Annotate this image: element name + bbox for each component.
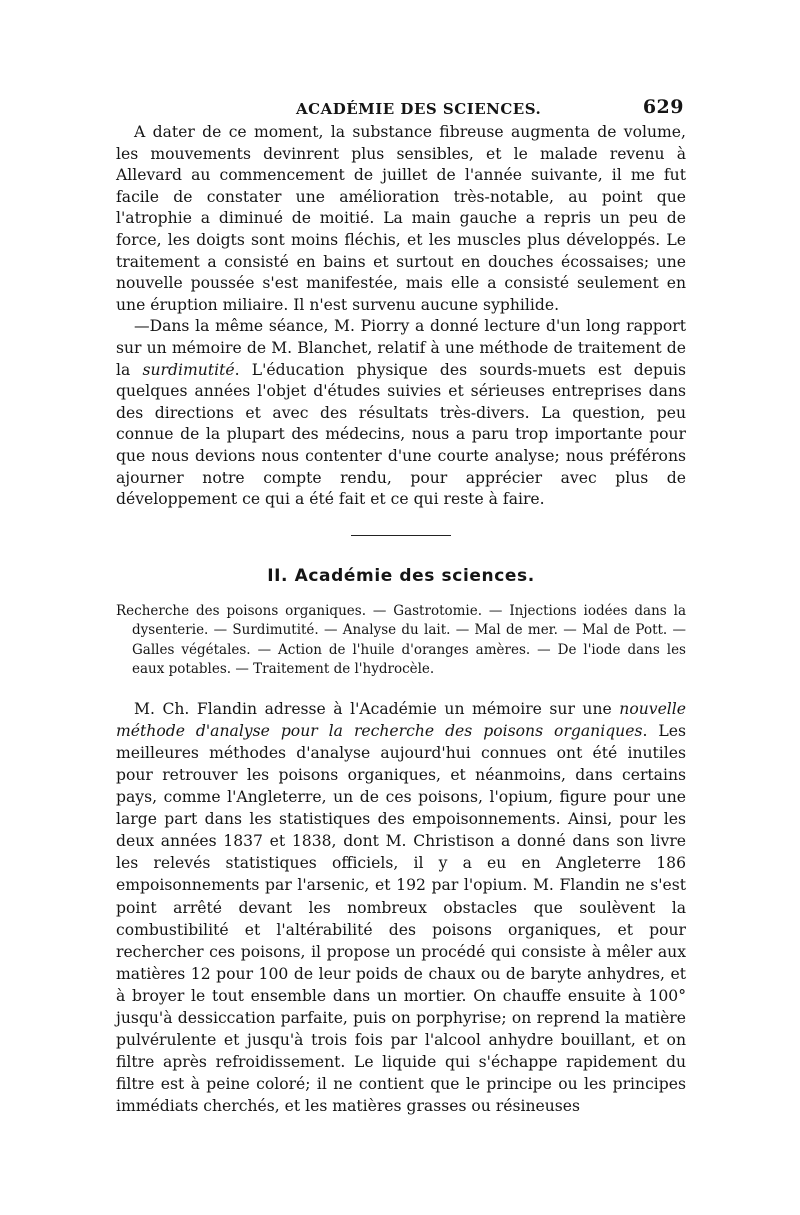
running-head (116, 96, 686, 122)
paragraph-piorry-text-end: . L'éducation physique des sourds-muets est depuis quelques années l'objet d'études suivies et sérieuses entreprises dans des directions et avec des résultats très-divers. La question, peu connue de la plupart des médecins, nous a paru trop importante pour que nous devions nous contenter d'une courte analyse; nous préférons ajourner notre compte rendu, pour apprécier avec plus de développement ce qui a été fait et ce qui reste à faire. (116, 360, 686, 509)
running-title: ACADÉMIE DES SCIENCES. (296, 100, 542, 118)
section-divider (351, 535, 451, 536)
section-summary: Recherche des poisons organiques. — Gastrotomie. — Injections iodées dans la dysenterie. — Surdimutité. — Analyse du lait. — Mal de mer. — Mal de Pott. — Galles végétales. — Action de l'huile d'oranges amères. — De l'iode dans les eaux potables. — Traitement de l'hydrocèle. (116, 602, 686, 678)
paragraph-flandin-start: M. Ch. Flandin adresse à l'Académie un mémoire sur une (134, 699, 620, 718)
paragraph-flandin-rest: . Les meilleures méthodes d'analyse aujourd'hui connues ont été inutiles pour retrouver les poisons organiques, et néanmoins, dans certains pays, comme l'Angleterre, un de ces poisons, l'opium, figure pour une large part dans les statistiques des empoisonnements. Ainsi, pour les deux années 1837 et 1838, dont M. Christison a donné dans son livre les relevés statistiques officiels, il y a eu en Angleterre 186 empoisonnements par l'arsenic, et 192 par l'opium. M. Flandin ne s'est point arrêté devant les nombreux obstacles que soulèvent la combustibilité et l'altérabilité des poisons organiques, et pour rechercher ces poisons, il propose un procédé qui consiste à mêler aux matières 12 pour 100 de leur poids de chaux ou de baryte anhydres, et à broyer le tout ensemble dans un mortier. On chauffe ensuite à 100° jusqu'à dessiccation parfaite, puis on porphyrise; on reprend la matière pulvérulente et jusqu'à trois fois par l'alcool anhydre bouillant, et on filtre après refroidissement. Le liquide qui s'échappe rapidement du filtre est à peine coloré; il ne contient que le principe ou les principes immédiats cherchés, et les matières grasses ou résineuses (116, 721, 686, 1116)
section-heading: II. Académie des sciences. (267, 565, 535, 586)
paragraph-allevard-case: A dater de ce moment, la substance fibreuse augmenta de volume, les mouvements devinrent plus sensibles, et le malade revenu à Allevard au commencement de juillet de l'année suivante, il me fut facile de constater une amélioration très-notable, au point que l'atrophie a diminué de moitié. La main gauche a repris un peu de force, les doigts sont moins fléchis, et les muscles plus développés. Le traitement a consisté en bains et surtout en douches écossaises; une nouvelle poussée s'est manifestée, mais elle a consisté seulement en une éruption miliaire. Il n'est survenu aucune syphilide. (116, 123, 686, 314)
paragraph-flandin (116, 698, 686, 1118)
paragraph-piorry-text-start: —Dans la même séance, M. Piorry a donné lecture d'un long rapport sur un mémoire de M. Blanchet, relatif à une méthode de traitement de la (116, 317, 686, 379)
flandin-method-italic: nouvelle méthode d'analyse pour la recherche des poisons organiques (116, 699, 686, 740)
book-page (116, 96, 686, 1133)
surdimutite-italic: surdimutité (142, 360, 235, 379)
page-number: 629 (642, 96, 684, 118)
paragraph-piorry-report (116, 316, 686, 510)
